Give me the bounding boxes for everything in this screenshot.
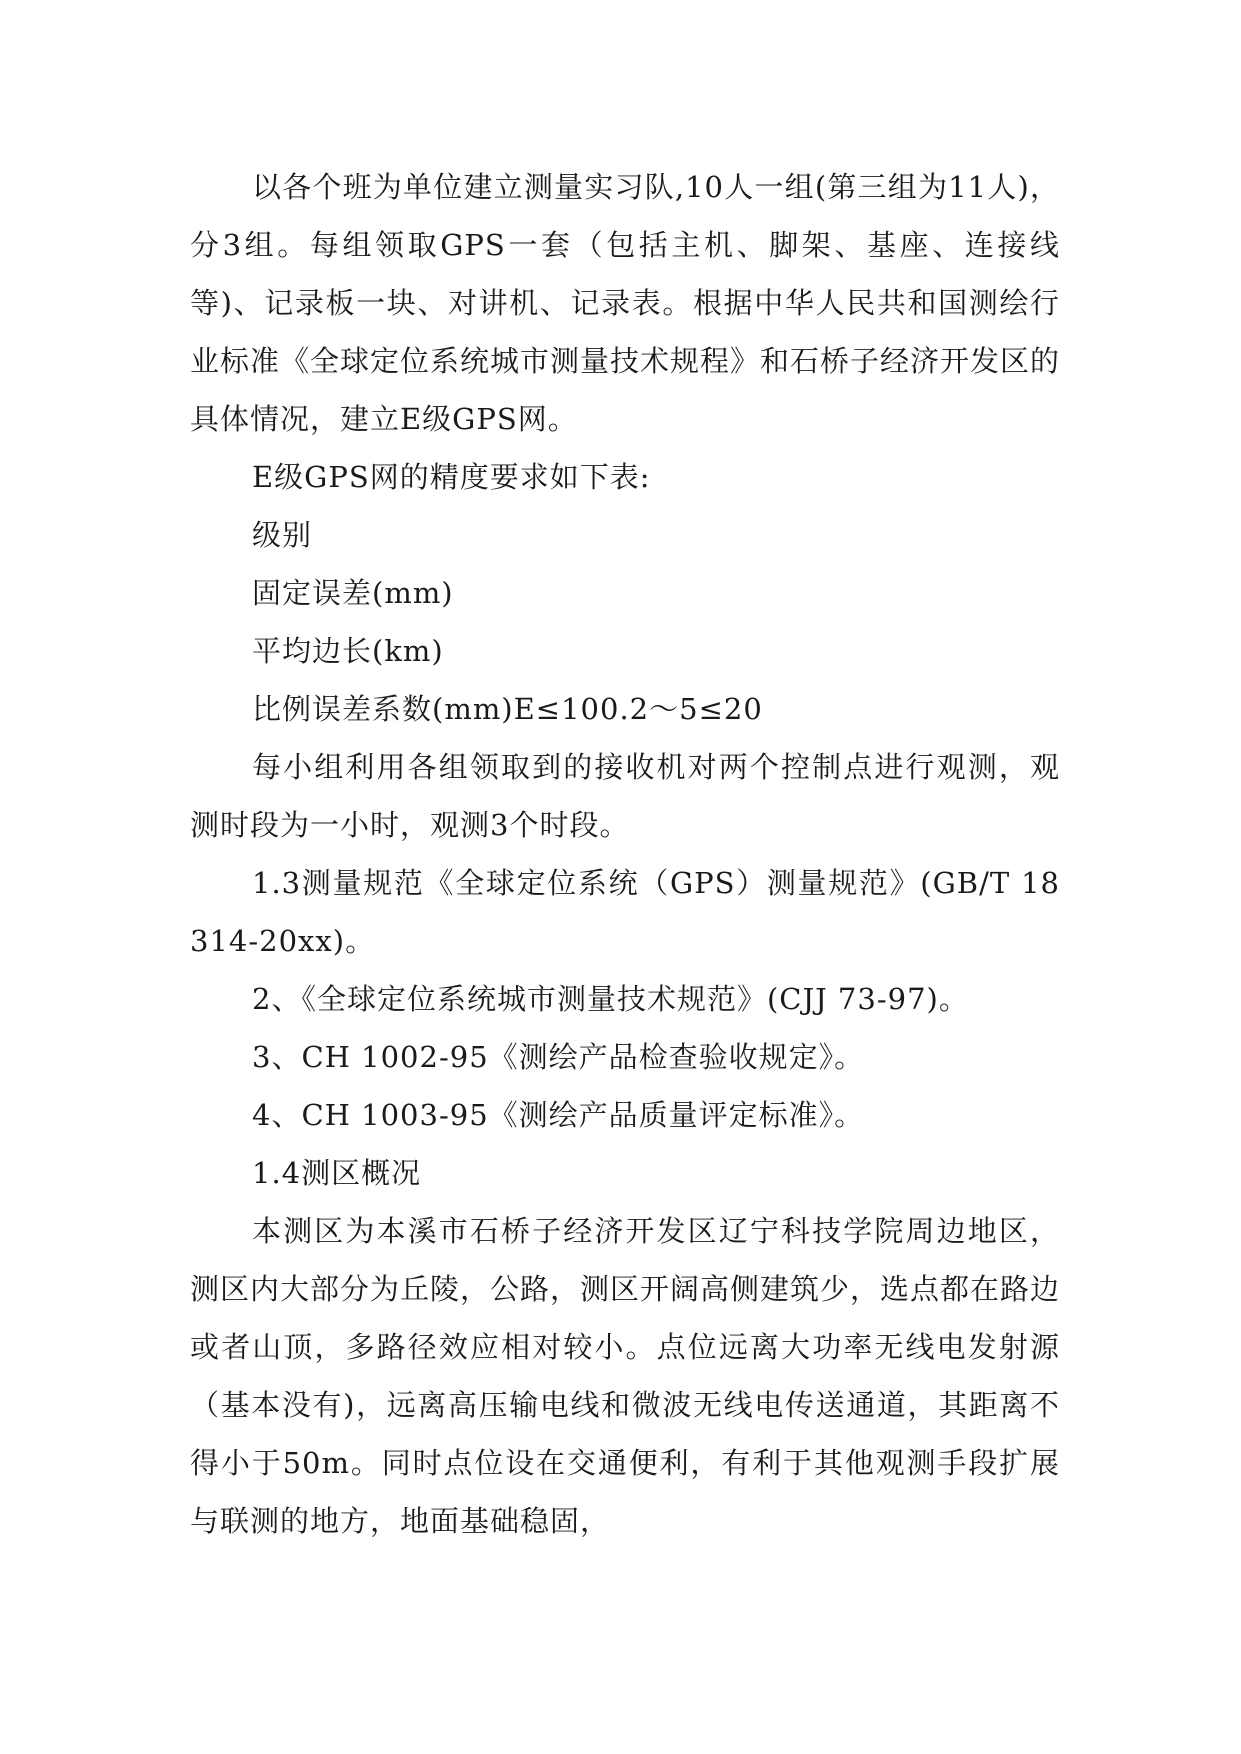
section-heading-survey-area: 1.4测区概况	[252, 1156, 422, 1190]
paragraph-grade: 级别	[252, 518, 313, 552]
paragraph-proportional-error: 比例误差系数(mm)E≤100.2～5≤20	[252, 692, 763, 726]
paragraph-spec-gps: 1.3测量规范《全球定位系统（GPS）测量规范》(GB/T 18314-20xx)。	[190, 866, 1060, 958]
paragraph-spec-inspection: 3、CH 1002-95《测绘产品检查验收规定》。	[252, 1040, 865, 1074]
paragraph-team-setup: 以各个班为单位建立测量实习队,10人一组(第三组为11人)，分3组。每组领取GPS一套（包括主机、脚架、基座、连接线等)、记录板一块、对讲机、记录表。根据中华人民共和国测绘行业标准《全球定位系统城市测量技术规程》和石桥子经济开发区的具体情况，建立E级GPS网。	[190, 170, 1061, 436]
paragraph-fixed-error: 固定误差(mm)	[252, 576, 454, 610]
paragraph-accuracy-intro: E级GPS网的精度要求如下表:	[252, 460, 651, 494]
paragraph-survey-area: 本测区为本溪市石桥子经济开发区辽宁科技学院周边地区，测区内大部分为丘陵，公路，测区开阔高侧建筑少，选点都在路边或者山顶，多路径效应相对较小。点位远离大功率无线电发射源（基本没有)，远离高压输电线和微波无线电传送通道，其距离不得小于50m。同时点位设在交通便利，有利于其他观测手段扩展与联测的地方，地面基础稳固，	[190, 1214, 1061, 1538]
paragraph-observation: 每小组利用各组领取到的接收机对两个控制点进行观测，观测时段为一小时，观测3个时段。	[190, 750, 1060, 842]
paragraph-average-side-length: 平均边长(km)	[252, 634, 444, 668]
document-body	[190, 158, 1060, 1550]
paragraph-spec-quality: 4、CH 1003-95《测绘产品质量评定标准》。	[252, 1098, 865, 1132]
paragraph-spec-city: 2、《全球定位系统城市测量技术规范》(CJJ 73-97)。	[252, 982, 969, 1016]
